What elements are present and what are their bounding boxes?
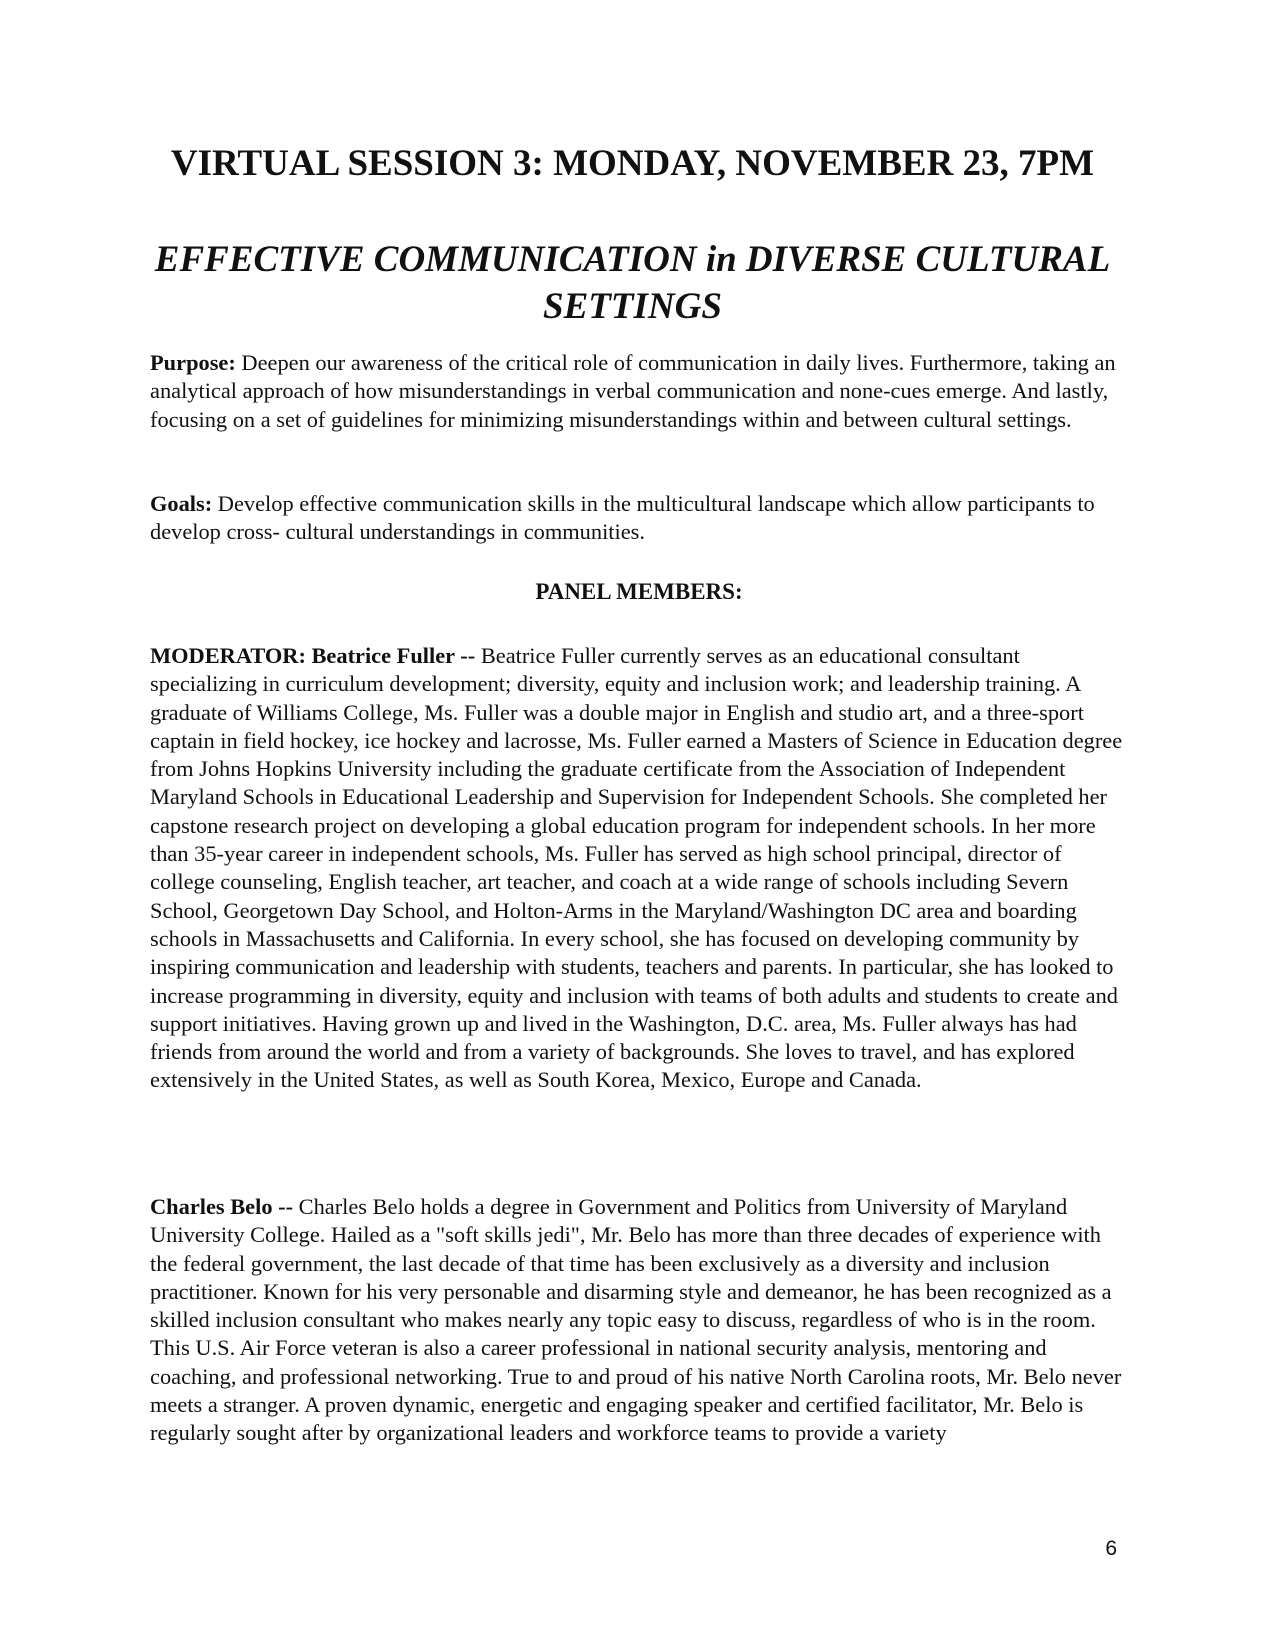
purpose-paragraph: [150, 349, 1128, 434]
session-title: VIRTUAL SESSION 3: MONDAY, NOVEMBER 23, 7PM: [170, 143, 1095, 184]
page-number: 6: [1105, 1537, 1117, 1560]
session-subtitle: EFFECTIVE COMMUNICATION in DIVERSE CULTURAL SETTINGS: [154, 239, 1111, 327]
panelist-bio-paragraph: [150, 1193, 1128, 1448]
moderator-label: MODERATOR: Beatrice Fuller --: [150, 643, 476, 668]
panel-members-heading: PANEL MEMBERS:: [535, 579, 743, 604]
moderator-bio-paragraph: [150, 642, 1128, 1095]
goals-text: Develop effective communication skills in the multicultural landscape which allow participants to develop cross- cultural understandings in communities.: [150, 491, 1095, 545]
purpose-label: Purpose:: [150, 350, 236, 375]
goals-paragraph: [150, 490, 1128, 547]
goals-label: Goals:: [150, 491, 213, 516]
panelist-bio: Charles Belo holds a degree in Government and Politics from University of Maryland University College. Hailed as a "soft skills jedi", Mr. Belo has more than three decades of experience with the federal government, the last decade of that time has been exclusively as a diversity and inclusion practitioner. Known for his very personable and disarming style and demeanor, he has been recognized as a skilled inclusion consultant who makes nearly any topic easy to discuss, regardless of who is in the room. This U.S. Air Force veteran is also a career professional in national security analysis, mentoring and coaching, and professional networking. True to and proud of his native North Carolina roots, Mr. Belo never meets a stranger. A proven dynamic, energetic and engaging speaker and certified facilitator, Mr. Belo is regularly sought after by organizational leaders and workforce teams to provide a variety: [150, 1194, 1122, 1446]
purpose-text: Deepen our awareness of the critical role of communication in daily lives. Furthermore, taking an analytical approach of how misunderstandings in verbal communication and none-cues emerge. And lastly, focusing on a set of guidelines for minimizing misunderstandings within and between cultural settings.: [150, 350, 1116, 432]
moderator-bio: Beatrice Fuller currently serves as an educational consultant specializing in curriculum development; diversity, equity and inclusion work; and leadership training. A graduate of Williams College, Ms. Fuller was a double major in English and studio art, and a three-sport captain in field hockey, ice hockey and lacrosse, Ms. Fuller earned a Masters of Science in Education degree from Johns Hopkins University including the graduate certificate from the Association of Independent Maryland Schools in Educational Leadership and Supervision for Independent Schools. She completed her capstone research project on developing a global education program for independent schools. In her more than 35-year career in independent schools, Ms. Fuller has served as high school principal, director of college counseling, English teacher, art teacher, and coach at a wide range of schools including Severn School, Georgetown Day School, and Holton-Arms in the Maryland/Washington DC area and boarding schools in Massachusetts and California. In every school, she has focused on developing community by inspiring communication and leadership with students, teachers and parents. In particular, she has looked to increase programming in diversity, equity and inclusion with teams of both adults and students to create and support initiatives. Having grown up and lived in the Washington, D.C. area, Ms. Fuller always has had friends from around the world and from a variety of backgrounds. She loves to travel, and has explored extensively in the United States, as well as South Korea, Mexico, Europe and Canada.: [150, 643, 1123, 1093]
panelist-label: Charles Belo --: [150, 1194, 294, 1219]
